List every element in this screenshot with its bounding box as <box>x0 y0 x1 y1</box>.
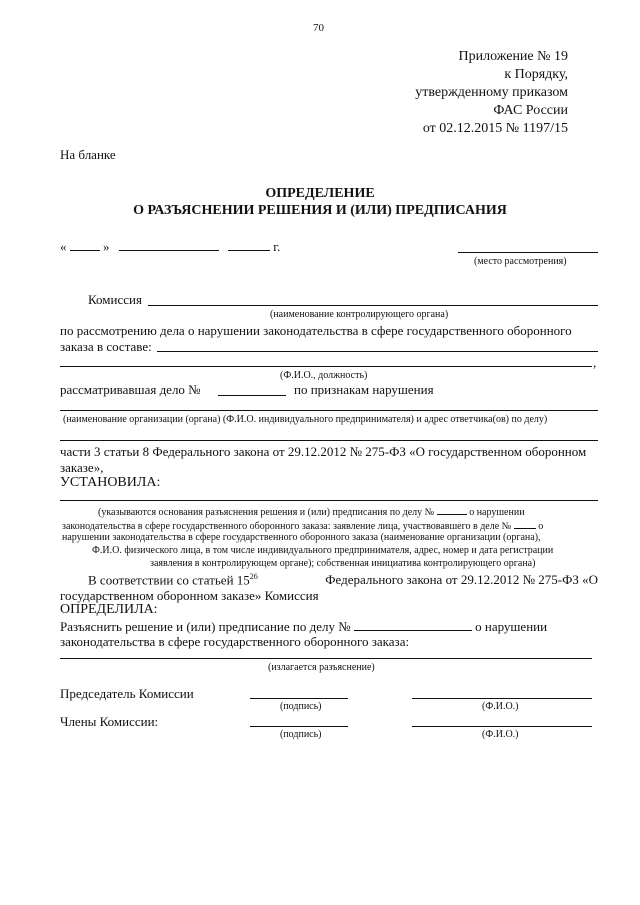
date-open-quote: « <box>60 239 67 254</box>
commission-members-field[interactable] <box>157 351 598 352</box>
document-subtitle: О РАЗЪЯСНЕНИИ РЕШЕНИЯ И (ИЛИ) ПРЕДПИСАНИЯ <box>133 203 507 218</box>
appendix-line: Приложение № 19 <box>458 49 568 64</box>
grounds-caption-line3: нарушении законодательства в сфере государственного оборонного заказа (наименование организации (органа), <box>62 532 541 543</box>
respondent-field-2[interactable] <box>60 440 598 441</box>
chairman-sign-caption: (подпись) <box>280 701 322 712</box>
respondent-field[interactable] <box>60 410 598 411</box>
explain-case-number-field[interactable] <box>354 618 472 631</box>
explain-line2: законодательства в сфере государственного оборонного заказа: <box>60 634 410 649</box>
comma: , <box>593 355 597 370</box>
date-year-field[interactable] <box>228 238 270 251</box>
date-line <box>60 238 280 255</box>
member-name-field[interactable] <box>412 726 592 727</box>
appendix-line: ФАС России <box>493 103 568 118</box>
law-reference-line1: части 3 статьи 8 Федерального закона от 29.12.2012 № 275-ФЗ «О государственном оборонном <box>60 444 587 459</box>
commission-caption: (наименование контролирующего органа) <box>270 309 449 320</box>
appendix-line: утвержденному приказом <box>415 85 568 100</box>
member-signature-field[interactable] <box>250 726 348 727</box>
grounds-field[interactable] <box>60 500 598 501</box>
case-signs-label: по признакам нарушения <box>294 382 434 397</box>
commission-text-line2: заказа в составе: <box>60 339 152 354</box>
law-reference-line2: заказе», <box>60 460 104 475</box>
date-year-suffix: г. <box>273 239 281 254</box>
grounds-caption-line2: законодательства в сфере государственного оборонного заказа: заявление лица, участвовавшего в деле № о <box>62 521 544 532</box>
respondent-caption: (наименование организации (органа) (Ф.И.О. индивидуального предпринимателя) и адрес ответчика(ов) по делу) <box>63 414 548 425</box>
grounds-case-number-field[interactable] <box>437 505 467 515</box>
commission-label: Комиссия <box>88 292 142 307</box>
place-field[interactable] <box>458 252 598 253</box>
commission-text-line1: по рассмотрению дела о нарушении законодательства в сфере государственного оборонного <box>60 323 572 338</box>
date-close-quote: » <box>103 239 110 254</box>
document-title: ОПРЕДЕЛЕНИЕ <box>265 186 375 201</box>
date-month-field[interactable] <box>119 238 219 251</box>
chairman-name-caption: (Ф.И.О.) <box>482 701 519 712</box>
case-number-field[interactable] <box>218 395 286 396</box>
date-day-field[interactable] <box>70 238 100 251</box>
member-sign-caption: (подпись) <box>280 729 322 740</box>
chairman-name-field[interactable] <box>412 698 592 699</box>
grounds-caption-line5: заявления в контролирующем органе); собственная инициатива контролирующего органа) <box>150 558 536 569</box>
grounds-caption-line4: Ф.И.О. физического лица, в том числе индивидуального предпринимателя, адрес, номер и дата регистрации <box>92 545 554 556</box>
established-heading: УСТАНОВИЛА: <box>60 475 161 490</box>
page-number: 70 <box>313 22 324 34</box>
on-letterhead: На бланке <box>60 147 116 162</box>
grounds-caption-line1: (указываются основания разъяснения решения и (или) предписания по делу № о нарушении <box>98 507 525 518</box>
commission-name-field[interactable] <box>148 305 598 306</box>
chairman-signature-field[interactable] <box>250 698 348 699</box>
accordance-line2: государственном оборонном заказе» Комиссия <box>60 588 319 603</box>
explain-line1: Разъяснить решение и (или) предписание по делу № о нарушении <box>60 619 548 634</box>
accordance-line1: В соответствии со статьей $15^{26}$ Федерального закона от 29.12.2012 № 275-ФЗ «О <box>88 572 598 588</box>
explanation-field[interactable] <box>60 658 592 659</box>
decided-heading: ОПРЕДЕЛИЛА: <box>60 602 158 617</box>
members-label: Члены Комиссии: <box>60 714 159 729</box>
members-caption: (Ф.И.О., должность) <box>280 370 368 381</box>
appendix-line: к Порядку, <box>504 67 568 82</box>
place-caption: (место рассмотрения) <box>474 256 567 267</box>
case-label: рассматривавшая дело № <box>60 382 201 397</box>
appendix-block <box>415 48 568 138</box>
chairman-label: Председатель Комиссии <box>60 686 194 701</box>
commission-members-field-2[interactable] <box>60 366 592 367</box>
appendix-line: от 02.12.2015 № 1197/15 <box>422 121 568 136</box>
grounds-participant-case-field[interactable] <box>514 519 536 529</box>
member-name-caption: (Ф.И.О.) <box>482 729 519 740</box>
explanation-caption: (излагается разъяснение) <box>268 662 375 673</box>
